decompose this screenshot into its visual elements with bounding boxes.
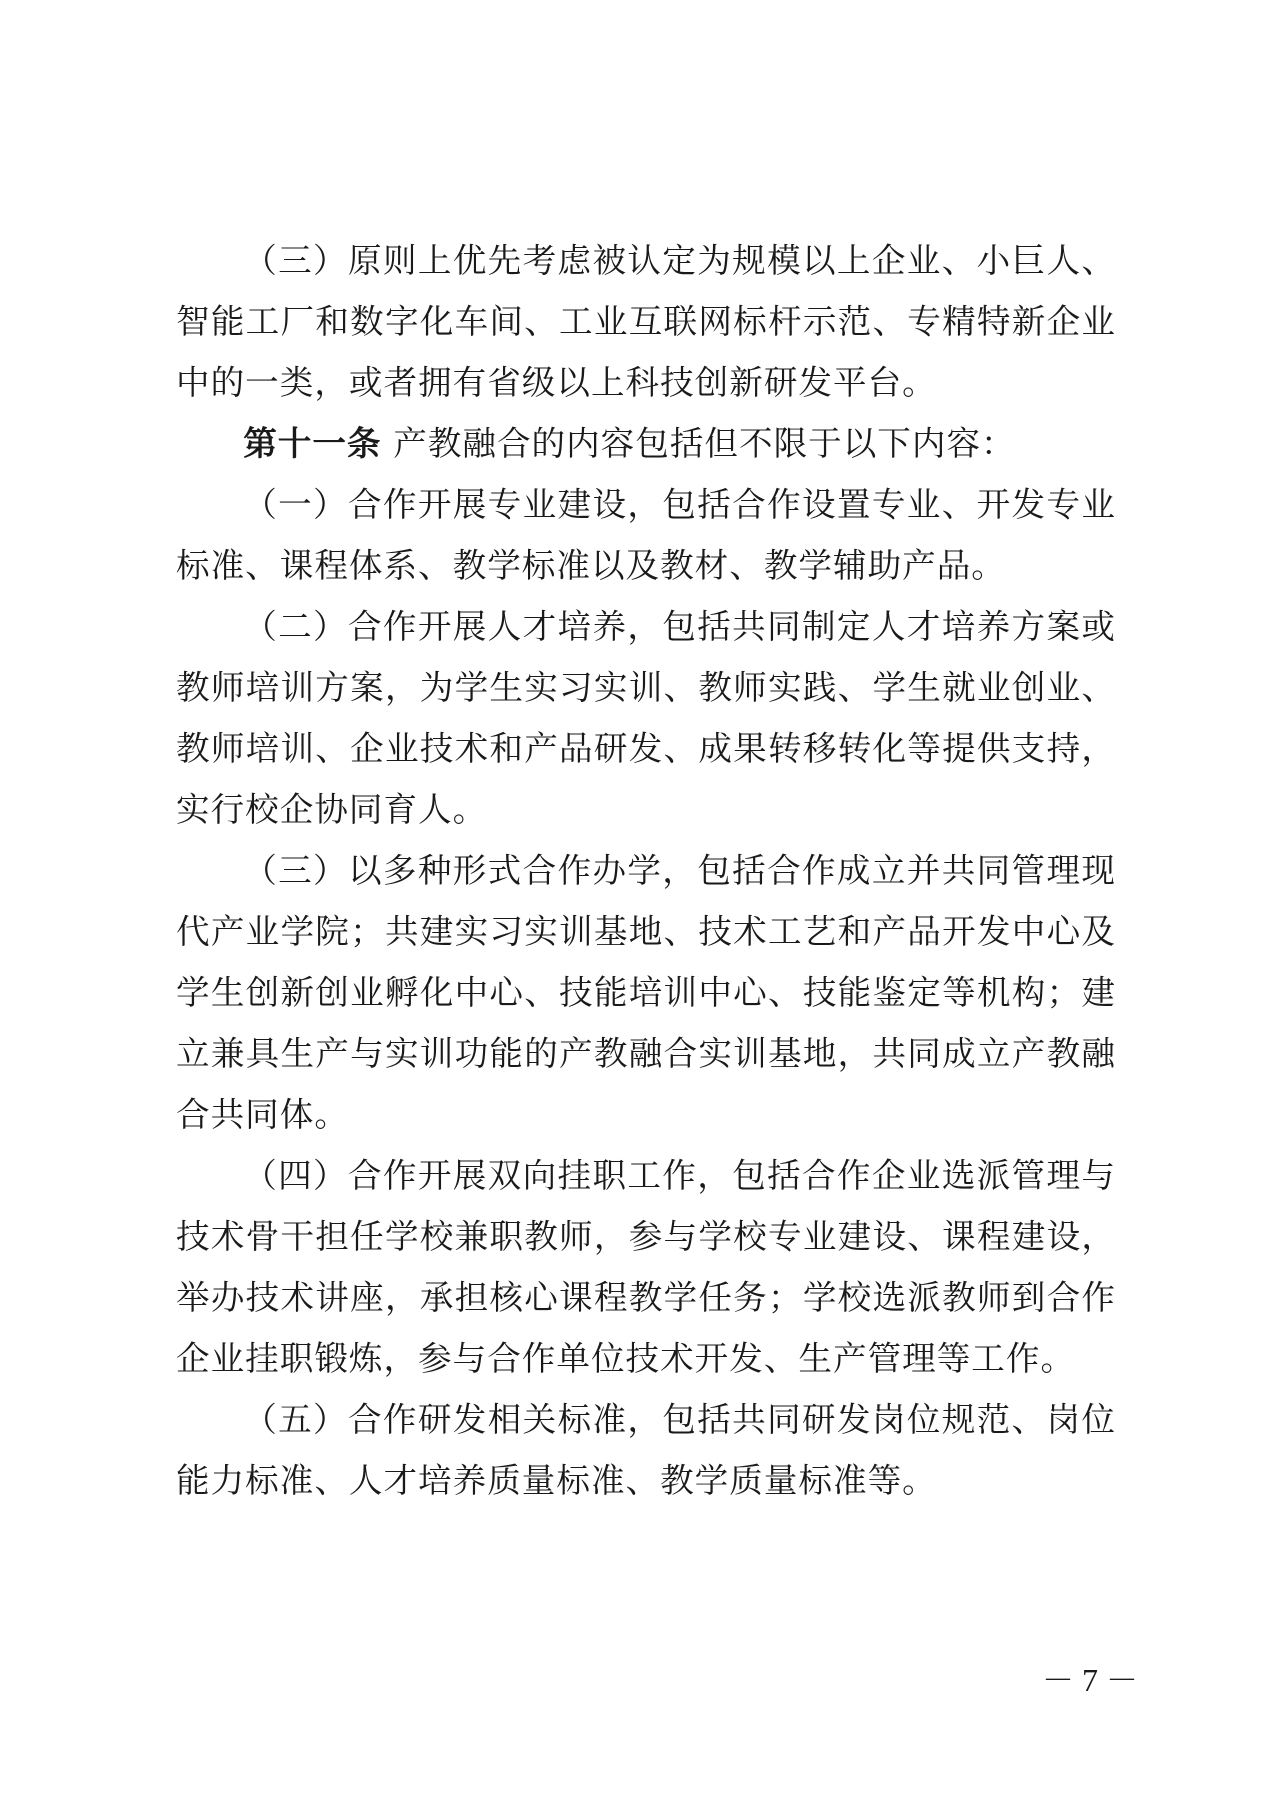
paragraph-item-2-talent: [176, 596, 1116, 840]
article-heading: 第十一条: [243, 423, 382, 463]
paragraph-item-1-specialty: [176, 474, 1116, 596]
paragraph-text: （三）原则上优先考虑被认定为规模以上企业、小巨人、智能工厂和数字化车间、工业互联网标杆示范、专精特新企业中的一类，或者拥有省级以上科技创新研发平台。: [176, 241, 1116, 402]
paragraph-text: （三）以多种形式合作办学，包括合作成立并共同管理现代产业学院；共建实习实训基地、技术工艺和产品开发中心及学生创新创业孵化中心、技能培训中心、技能鉴定等机构；建立兼具生产与实训功能的产教融合实训基地，共同成立产教融合共同体。: [176, 851, 1116, 1134]
paragraph-text: （一）合作开展专业建设，包括合作设置专业、开发专业标准、课程体系、教学标准以及教材、教学辅助产品。: [176, 485, 1116, 585]
paragraph-item-3-school: [176, 840, 1116, 1145]
document-body: [176, 230, 1116, 1511]
paragraph-item-5-standards: [176, 1389, 1116, 1511]
paragraph-text: 产教融合的内容包括但不限于以下内容：: [393, 424, 1016, 463]
paragraph-item-4-exchange: [176, 1145, 1116, 1389]
paragraph-text: （五）合作研发相关标准，包括共同研发岗位规范、岗位能力标准、人才培养质量标准、教学质量标准等。: [176, 1400, 1116, 1500]
article-eleven-paragraph: [176, 413, 1116, 474]
page-number: － 7 －: [1041, 1662, 1138, 1698]
paragraph-text: （二）合作开展人才培养，包括共同制定人才培养方案或教师培训方案，为学生实习实训、教师实践、学生就业创业、教师培训、企业技术和产品研发、成果转移转化等提供支持，实行校企协同育人。: [176, 607, 1116, 829]
paragraph-text: （四）合作开展双向挂职工作，包括合作企业选派管理与技术骨干担任学校兼职教师，参与学校专业建设、课程建设，举办技术讲座，承担核心课程教学任务；学校选派教师到合作企业挂职锻炼，参与合作单位技术开发、生产管理等工作。: [176, 1156, 1116, 1378]
paragraph-item-3-criteria: [176, 230, 1116, 413]
